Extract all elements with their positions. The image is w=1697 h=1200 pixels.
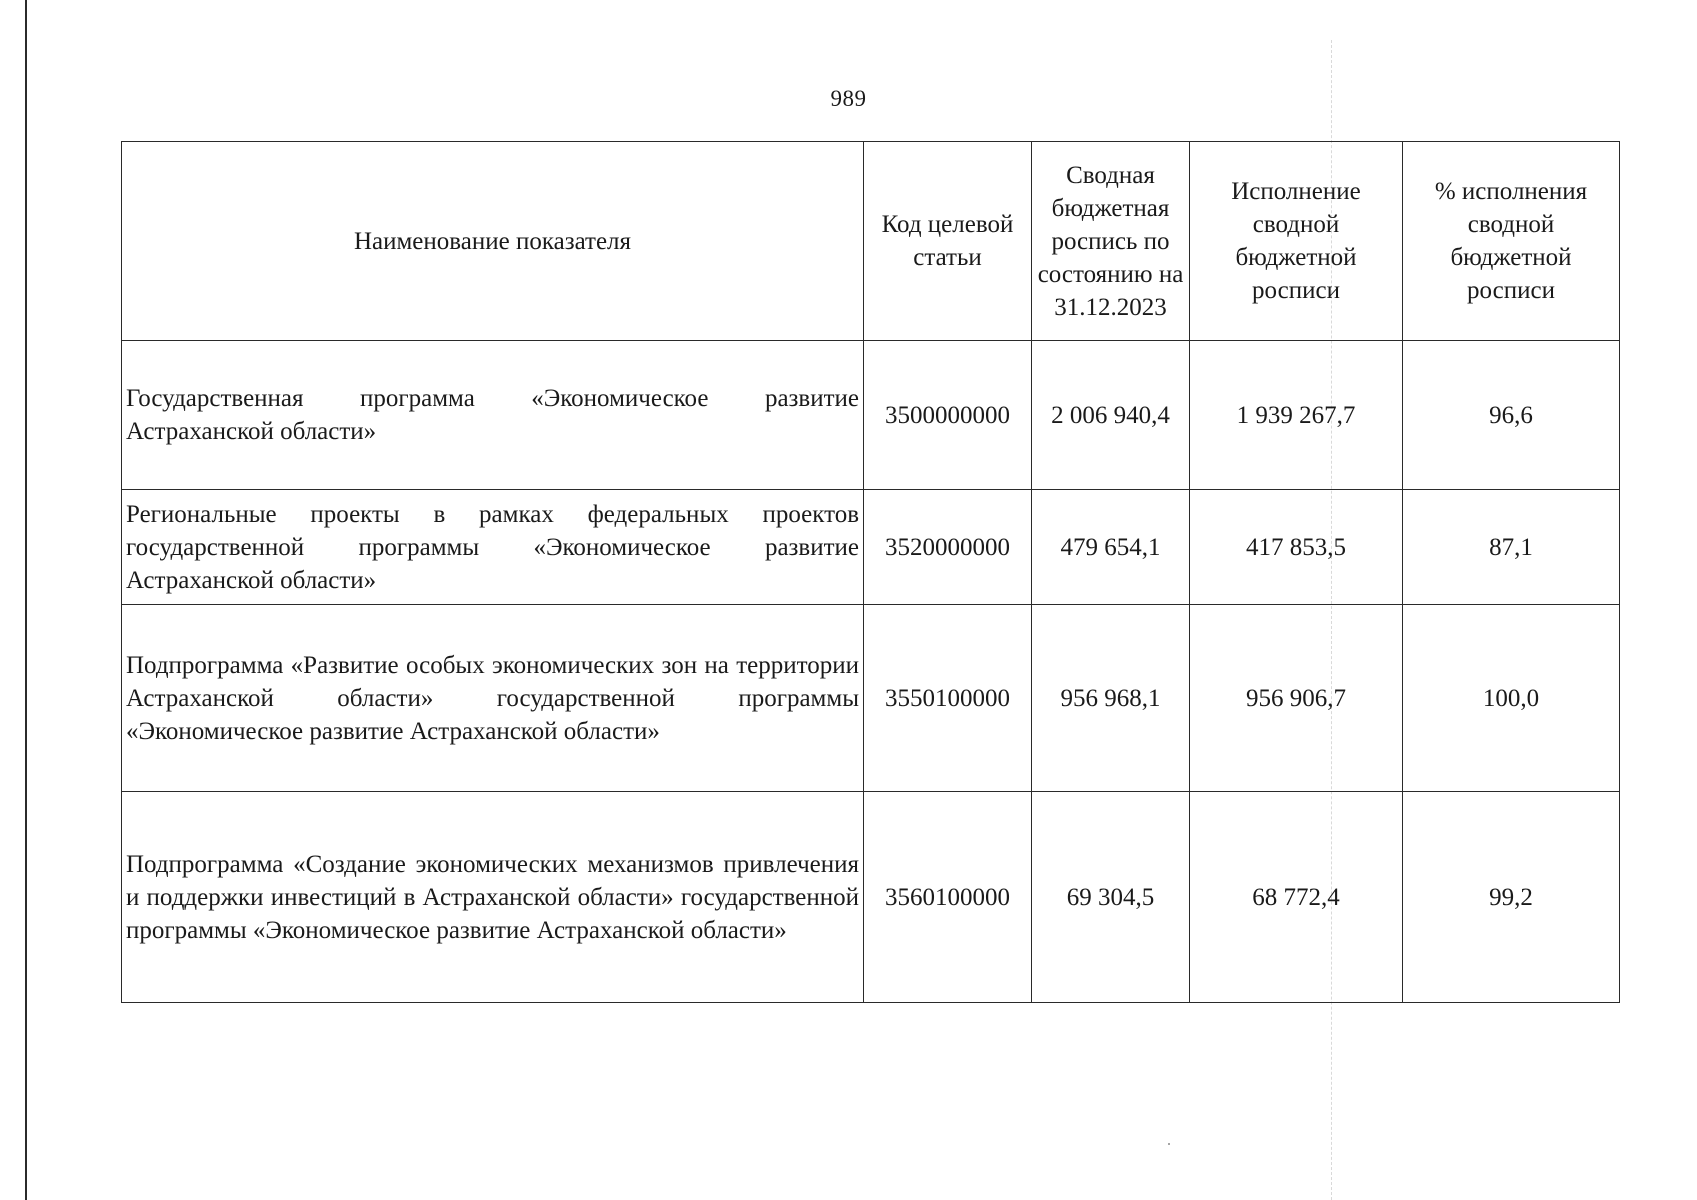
row-percent: 99,2: [1403, 792, 1620, 1003]
scan-speck: [1168, 1143, 1170, 1145]
row-execution: 956 906,7: [1190, 605, 1403, 792]
row-code: 3520000000: [864, 490, 1032, 605]
header-name: Наименование показателя: [122, 142, 864, 341]
row-execution: 68 772,4: [1190, 792, 1403, 1003]
row-plan: 956 968,1: [1032, 605, 1190, 792]
header-plan: Сводная бюджетная роспись по состоянию на 31.12.2023: [1032, 142, 1190, 341]
row-name: Подпрограмма «Создание экономических механизмов привлечения и поддержки инвестиций в Астраханской области» государственной программы «Экономическое развитие Астраханской области»: [122, 792, 864, 1003]
row-plan: 69 304,5: [1032, 792, 1190, 1003]
row-percent: 96,6: [1403, 341, 1620, 490]
budget-execution-table: [121, 141, 1620, 1003]
table-header-row: [122, 142, 1620, 341]
row-execution: 1 939 267,7: [1190, 341, 1403, 490]
row-code: 3560100000: [864, 792, 1032, 1003]
row-name: Государственная программа «Экономическое развитие Астраханской области»: [122, 341, 864, 490]
table-row: [122, 605, 1620, 792]
row-plan: 479 654,1: [1032, 490, 1190, 605]
row-name: Региональные проекты в рамках федеральных проектов государственной программы «Экономическое развитие Астраханской области»: [122, 490, 864, 605]
row-code: 3550100000: [864, 605, 1032, 792]
row-execution: 417 853,5: [1190, 490, 1403, 605]
row-code: 3500000000: [864, 341, 1032, 490]
row-name: Подпрограмма «Развитие особых экономических зон на территории Астраханской области» государственной программы «Экономическое развитие Астраханской области»: [122, 605, 864, 792]
row-percent: 87,1: [1403, 490, 1620, 605]
row-plan: 2 006 940,4: [1032, 341, 1190, 490]
scan-left-edge: [25, 0, 27, 1200]
page-number: 989: [830, 86, 867, 111]
table-row: [122, 341, 1620, 490]
header-execution: Исполнение сводной бюджетной росписи: [1190, 142, 1403, 341]
table-row: [122, 490, 1620, 605]
header-code: Код целевой статьи: [864, 142, 1032, 341]
header-percent: % исполнения сводной бюджетной росписи: [1403, 142, 1620, 341]
table-row: [122, 792, 1620, 1003]
row-percent: 100,0: [1403, 605, 1620, 792]
